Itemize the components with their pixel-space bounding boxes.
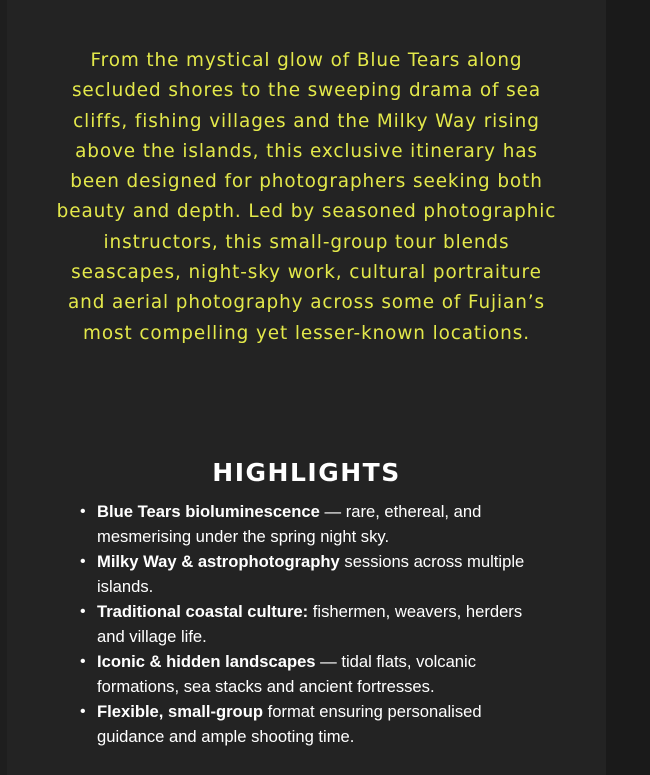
highlight-item-milky-way xyxy=(80,549,540,599)
highlight-title: Flexible, small-group xyxy=(97,702,263,721)
highlight-title: Iconic & hidden landscapes xyxy=(97,652,316,671)
highlight-description: sessions across multiple islands. xyxy=(97,552,525,596)
highlight-title: Traditional coastal culture: xyxy=(97,602,309,621)
bullet-icon: • xyxy=(80,603,86,620)
bullet-icon: • xyxy=(80,553,86,570)
highlight-item-landscapes xyxy=(80,649,540,699)
highlight-item-small-group xyxy=(80,699,540,749)
bullet-icon: • xyxy=(80,653,86,670)
highlights-list xyxy=(80,499,540,749)
highlight-item-blue-tears xyxy=(80,499,540,549)
highlight-title: Milky Way & astrophotography xyxy=(97,552,340,571)
bullet-icon: • xyxy=(80,503,86,520)
scroll-gutter xyxy=(606,0,650,775)
highlight-description: — tidal flats, volcanic formations, sea stacks and ancient fortresses. xyxy=(97,652,477,696)
highlight-title: Blue Tears bioluminescence xyxy=(97,502,320,521)
highlight-item-coastal-culture xyxy=(80,599,540,649)
highlight-description: format ensuring personalised guidance and ample shooting time. xyxy=(97,702,482,746)
highlight-description: fishermen, weavers, herders and village life. xyxy=(97,602,523,646)
bullet-icon: • xyxy=(80,703,86,720)
highlight-description: — rare, ethereal, and mesmerising under the spring night sky. xyxy=(97,502,482,546)
intro-paragraph: From the mystical glow of Blue Tears along secluded shores to the sweeping drama of sea cliffs, fishing villages and the Milky Way rising above the islands, this exclusive itinerary has been designed for photographers seeking both beauty and depth. Led by seasoned photographic instructors, this small-group tour blends seascapes, night-sky work, cultural portraiture and aerial photography across some of Fujian’s most compelling yet lesser-known locations. xyxy=(56,50,557,344)
highlights-heading: HIGHLIGHTS xyxy=(212,458,401,487)
